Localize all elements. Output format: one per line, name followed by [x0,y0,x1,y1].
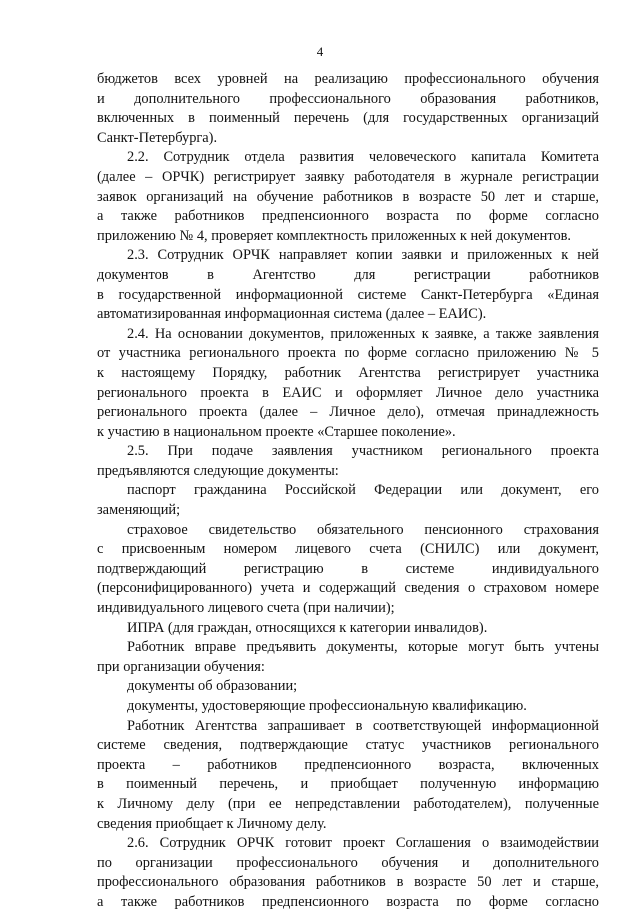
text-line: регионального проекта (далее – Личное дело), отмечая принадлежность [97,404,599,421]
text-line: заявок организаций на обучение работников в возрасте 50 лет и старше, [97,188,599,205]
text-line: с присвоенным номером лицевого счета (СНИЛС) или документ, [97,541,599,558]
text-line: документы об образовании; [127,678,298,695]
text-line: к участию в национальном проекте «Старшее поколение». [97,423,456,440]
text-line: (персонифицированного) учета и содержащий сведения о страховом номере [97,580,599,597]
text-line: страховое свидетельство обязательного пенсионного страхования [127,521,599,538]
text-line: при организации обучения: [97,658,265,675]
document-body [97,70,599,913]
text-line: по организации профессионального обучения и дополнительного [97,854,599,871]
text-line: системе сведения, подтверждающие статус участников регионального [97,737,599,754]
text-line: заменяющий; [97,502,181,519]
text-line: и дополнительного профессионального образования работников, [97,90,599,107]
text-line: подтверждающий регистрацию в системе индивидуального [97,560,599,577]
text-line: а также работников предпенсионного возраста по форме согласно [97,208,599,225]
text-line: регионального проекта в ЕАИС и оформляет Личное дело участника [97,384,599,401]
text-line: документы, удостоверяющие профессиональную квалификацию. [127,698,527,714]
text-line: к Личному делу (при ее непредставлении работодателем), полученные [97,795,599,812]
text-line: ИПРА (для граждан, относящихся к категории инвалидов). [127,619,488,636]
text-line: Санкт-Петербурга). [97,129,218,146]
text-line: предъявляются следующие документы: [97,462,339,479]
text-line: проекта – работников предпенсионного возраста, включенных [97,756,599,773]
text-line: 2.6. Сотрудник ОРЧК готовит проект Соглашения о взаимодействии [127,835,599,852]
text-line: сведения приобщает к Личному делу. [97,815,327,832]
text-line: индивидуального лицевого счета (при наличии); [97,600,395,617]
text-line: паспорт гражданина Российской Федерации или документ, его [127,482,599,499]
text-line: (далее – ОРЧК) регистрирует заявку работодателя в журнале регистрации [97,168,599,185]
text-line: а также работников предпенсионного возраста по форме согласно [97,893,599,910]
text-line: Работник вправе предъявить документы, которые могут быть учтены [127,639,599,656]
text-line: включенных в поименный перечень (для государственных организаций [97,110,599,127]
text-line: приложению № 4, проверяет комплектность приложенных к ней документов. [97,227,572,244]
text-line: документов в Агентство для регистрации работников [97,266,599,283]
text-line: к настоящему Порядку, работник Агентства регистрирует участника [97,364,599,381]
text-line: 2.2. Сотрудник отдела развития человеческого капитала Комитета [127,149,599,166]
text-line: 2.3. Сотрудник ОРЧК направляет копии заявки и приложенных к ней [127,247,599,264]
text-line: в государственной информационной системе Санкт-Петербурга «Единая [97,286,599,303]
text-line: бюджетов всех уровней на реализацию профессионального обучения [97,71,599,87]
text-line: Работник Агентства запрашивает в соответствующей информационной [127,717,599,734]
page-number: 4 [316,44,324,59]
text-line: 2.5. При подаче заявления участником регионального проекта [127,443,599,460]
text-line: 2.4. На основании документов, приложенных к заявке, а также заявления [127,325,599,342]
text-line: в поименный перечень, и приобщает полученную информацию [97,776,599,793]
text-line: от участника регионального проекта по форме согласно приложению № 5 [97,345,599,362]
text-line: профессионального образования работников в возрасте 50 лет и старше, [97,874,599,891]
text-line: автоматизированная информационная система (далее – ЕАИС). [97,306,487,323]
